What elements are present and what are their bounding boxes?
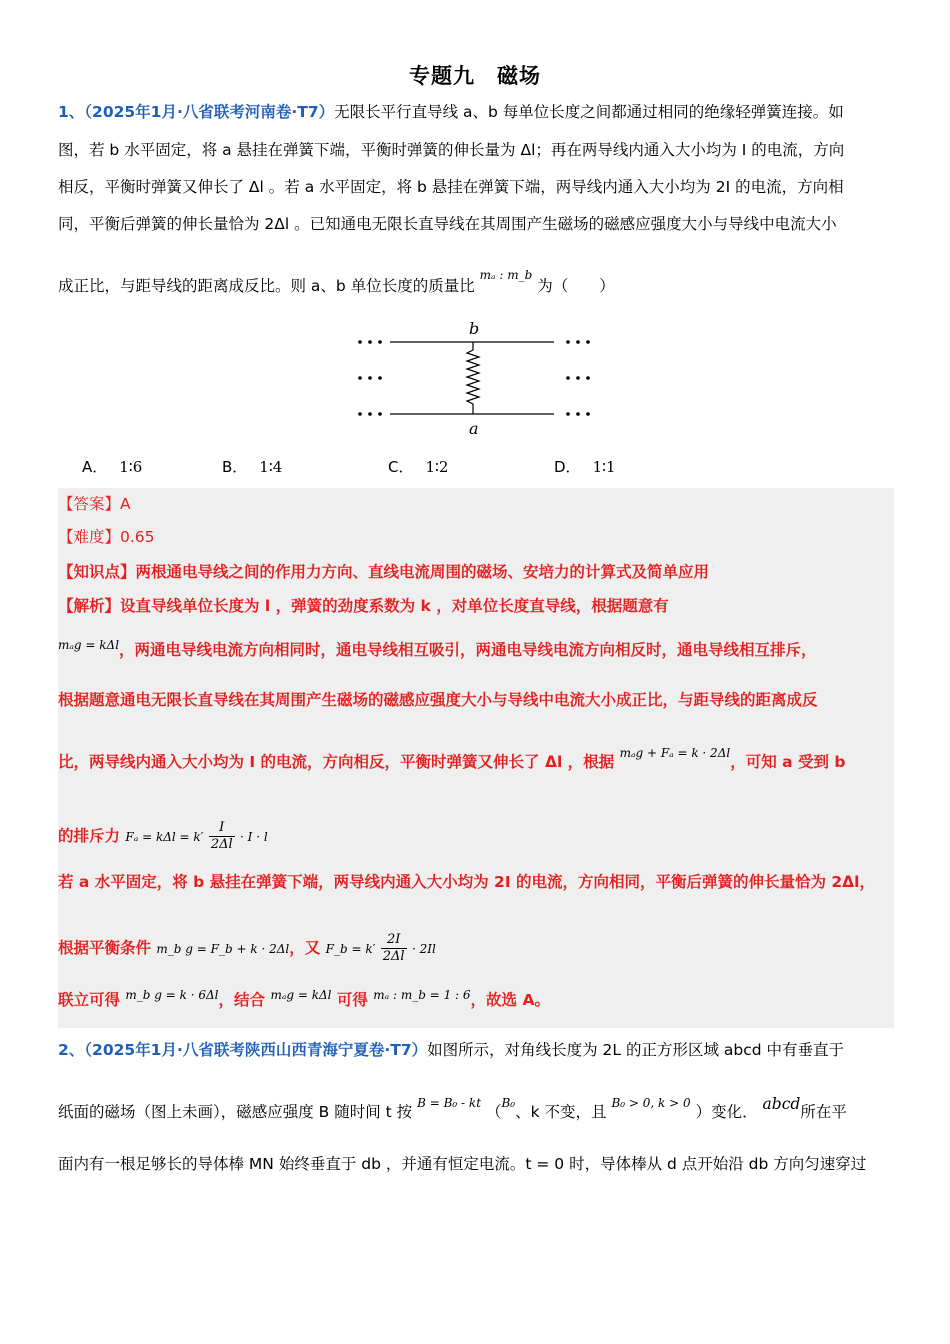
q2-text-2-b: （: [485, 1103, 502, 1121]
equation-8: mₐ : m_b = 1 : 6: [373, 988, 471, 1002]
option-a[interactable]: [82, 456, 142, 477]
q1-number: 1、: [58, 103, 85, 121]
knowledge-text: 两根通电导线之间的作用力方向、直线电流周围的磁场、安培力的计算式及简单应用: [135, 563, 710, 581]
q1-line-2: 图，若 b 水平固定，将 a 悬挂在弹簧下端，平衡时弹簧的伸长量为 Δl；再在两导线内通入大小均为 I 的电流，方向: [58, 141, 845, 159]
q1-text-5: 成正比，与距导线的距离成反比。则 a、b 单位长度的质量比: [58, 277, 475, 295]
q2-text-2-d: ）变化．: [695, 1103, 758, 1121]
equation-3-b: · I · l: [240, 830, 268, 844]
mass-ratio-expr: mₐ : m_b: [479, 268, 533, 282]
q2-line-3: 面内有一根足够长的导体棒 MN 始终垂直于 db ，并通有恒定电流。t = 0 时，导体棒从 d 点开始沿 db 方向匀速穿过: [58, 1155, 867, 1173]
q2-number: 2、: [58, 1041, 85, 1059]
q1-line-3: 相反，平衡时弹簧又伸长了 Δl 。若 a 水平固定，将 b 悬挂在弹簧下端，两导线内通入大小均为 2I 的电流，方向相: [58, 178, 844, 196]
analysis-label: 【解析】: [58, 597, 121, 615]
analysis-line-7: [58, 932, 436, 965]
q2-source: （2025年1月·八省联考陕西山西青海宁夏卷·T7）: [84, 1041, 428, 1059]
q2-expr-2: B₀: [501, 1096, 516, 1110]
q2-line-1: [58, 1040, 844, 1060]
analysis-line-5: [58, 820, 268, 853]
q2-text-2-c: 、k 不变，且: [515, 1103, 607, 1121]
analysis-text-4: 比，两导线内通入大小均为 I 的电流，方向相反，平衡时弹簧又伸长了 Δl ，根据: [58, 753, 615, 771]
option-b[interactable]: [222, 456, 282, 477]
equation-7: mₐg = kΔl: [270, 988, 332, 1002]
fraction-i-over-2dl: [209, 820, 235, 853]
option-c-value: 1∶2: [425, 458, 449, 476]
frac-num-2: 2I: [381, 932, 407, 949]
q2-text-2-e: 所在平: [800, 1103, 847, 1121]
equation-6: m_b g = k · 6Δl: [125, 988, 219, 1002]
equation-2: mₐg + Fₐ = k · 2Δl: [619, 746, 731, 760]
difficulty-value: 0.65: [120, 528, 155, 546]
equation-4: m_b g = F_b + k · 2Δl: [156, 942, 290, 956]
option-c-letter: C．: [388, 458, 414, 476]
option-c[interactable]: [388, 456, 448, 477]
option-a-value: 1∶6: [119, 458, 143, 476]
q2-text-2-a: 纸面的磁场（图上未画），磁感应强度 B 随时间 t 按: [58, 1103, 413, 1121]
option-a-letter: A．: [82, 458, 108, 476]
label-a: a: [469, 419, 479, 438]
option-b-letter: B．: [222, 458, 248, 476]
analysis-text-2: ，两通电导线电流方向相同时，通电导线相互吸引，两通电导线电流方向相反时，通电导线相互排斥，: [119, 641, 817, 659]
q1-source: （2025年1月·八省联考河南卷·T7）: [84, 103, 335, 121]
q2-line-2: [58, 1095, 847, 1123]
analysis-text-1: 设直导线单位长度为 l ，弹簧的劲度系数为 k ，对单位长度直导线，根据题意有: [120, 597, 669, 615]
analysis-line-3: 根据题意通电无限长直导线在其周围产生磁场的磁感应强度大小与导线中电流大小成正比，与距导线的距离成反: [58, 691, 818, 709]
option-d-value: 1∶1: [592, 458, 616, 476]
q1-text-1: 无限长平行直导线 a、b 每单位长度之间都通过相同的绝缘轻弹簧连接。如: [334, 103, 844, 121]
page-title: 专题九 磁场: [409, 64, 541, 88]
option-b-value: 1∶4: [259, 458, 283, 476]
analysis-text-7: 根据平衡条件: [58, 939, 152, 957]
analysis-text-8-c: 可得: [336, 991, 368, 1009]
frac-den: 2Δl: [210, 837, 233, 852]
equation-1: mₐg = kΔl: [58, 638, 120, 652]
q1-line-4: 同，平衡后弹簧的伸长量恰为 2Δl 。已知通电无限长直导线在其周围产生磁场的磁感应强度大小与导线中电流大小: [58, 215, 837, 233]
knowledge-line: [58, 562, 709, 582]
answer-label: 【答案】: [58, 495, 121, 513]
fraction-2i-over-2dl: [381, 932, 407, 965]
q2-expr-1: B = B₀ - kt: [417, 1096, 482, 1110]
q2-expr-3: B₀ > 0, k > 0: [611, 1096, 691, 1110]
analysis-line-2: [58, 640, 817, 661]
answer-line: [58, 494, 131, 514]
q2-text-1: 如图所示，对角线长度为 2L 的正方形区域 abcd 中有垂直于: [427, 1041, 845, 1059]
knowledge-label: 【知识点】: [58, 563, 136, 581]
analysis-text-8-b: ，结合: [218, 991, 266, 1009]
equation-5-b: · 2Il: [411, 942, 436, 956]
analysis-line-6: 若 a 水平固定，将 b 悬挂在弹簧下端，两导线内通入大小均为 2I 的电流，方向相同，平衡后弹簧的伸长量恰为 2Δl，: [58, 873, 875, 891]
difficulty-label: 【难度】: [58, 528, 121, 546]
option-d[interactable]: [554, 456, 616, 477]
label-b: b: [469, 319, 480, 338]
analysis-line-4: [58, 746, 846, 773]
analysis-line-8: [58, 990, 550, 1011]
frac-den-2: 2Δl: [382, 949, 405, 964]
equation-3-a: Fₐ = kΔl = k′: [125, 830, 204, 844]
analysis-text-4-tail: ，可知 a 受到 b: [730, 753, 846, 771]
analysis-text-7-mid: ，又: [289, 939, 321, 957]
analysis-text-8-d: ，故选 A。: [470, 991, 550, 1009]
answer-value: A: [120, 495, 131, 513]
analysis-text-8-a: 联立可得: [58, 991, 121, 1009]
q2-expr-4: abcd: [762, 1095, 801, 1113]
option-d-letter: D．: [554, 458, 581, 476]
analysis-text-5: 的排斥力: [58, 827, 121, 845]
frac-num: I: [209, 820, 235, 837]
difficulty-line: [58, 527, 155, 547]
wires-spring-figure: [352, 316, 602, 440]
q1-text-5-suffix: 为（ ）: [537, 277, 615, 295]
equation-5-a: F_b = k′: [325, 942, 376, 956]
analysis-line-1: [58, 596, 669, 616]
q1-line-5: [58, 268, 615, 297]
q1-line-1: [58, 102, 844, 122]
